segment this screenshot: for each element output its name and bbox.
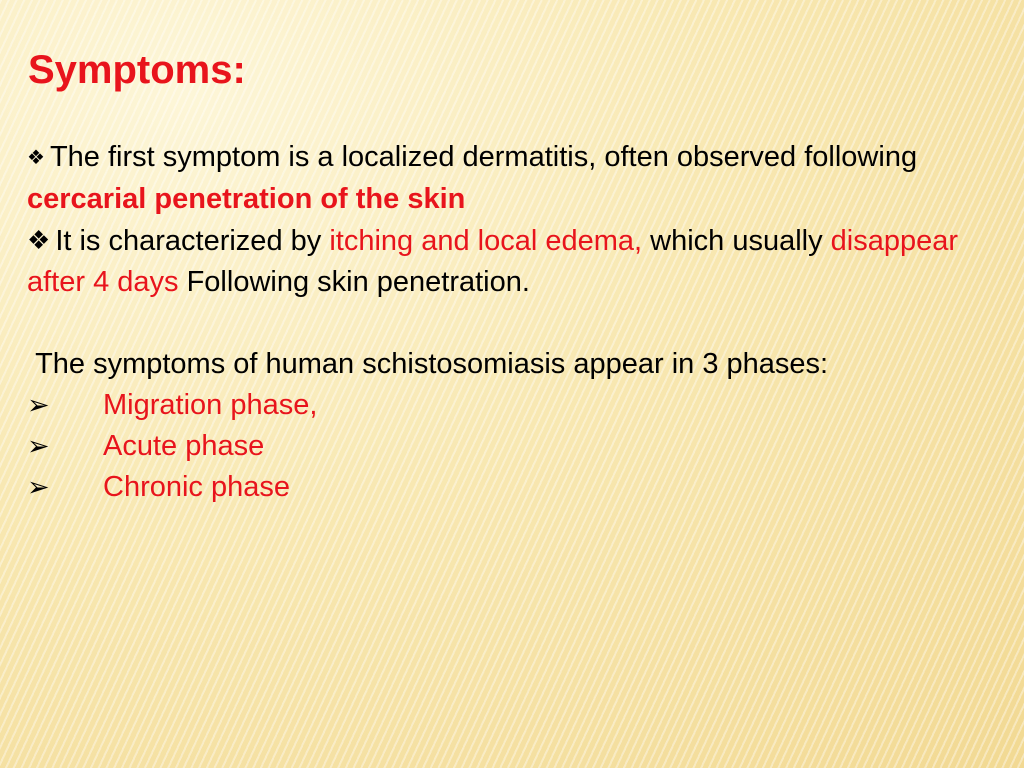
bullet-2 [27, 220, 987, 303]
arrow-right-icon: ➢ [27, 390, 50, 420]
phase-label: Chronic phase [103, 471, 290, 503]
bullet-1 [27, 137, 987, 220]
bullet-2-highlight-a: itching and local edema, [329, 225, 643, 257]
slide-content [27, 137, 987, 508]
arrow-right-icon: ➢ [27, 472, 50, 502]
bullet-2-text-a: It is characterized by [55, 225, 330, 257]
diamond-four-icon: ❖ [27, 225, 51, 255]
bullet-1-text: The first symptom is a localized dermatitis, often observed following [49, 141, 918, 173]
arrow-right-icon: ➢ [27, 431, 50, 461]
phase-label: Acute phase [103, 430, 265, 462]
spacer [27, 303, 987, 344]
slide-title: Symptoms: [28, 48, 246, 92]
phase-item-chronic [27, 467, 987, 508]
phases-intro: The symptoms of human schistosomiasis appear in 3 phases: [27, 348, 829, 380]
bullet-2-highlight-b: disappear after 4 days [27, 225, 959, 298]
phase-item-migration [27, 385, 987, 426]
phase-item-acute [27, 426, 987, 467]
bullet-2-text-b: which usually [642, 225, 831, 257]
diamond-four-icon: ❖ [27, 147, 45, 169]
bullet-1-highlight: cercarial penetration of the skin [27, 183, 466, 215]
phase-label: Migration phase, [103, 389, 318, 421]
bullet-2-text-c: Following skin penetration. [178, 266, 530, 298]
